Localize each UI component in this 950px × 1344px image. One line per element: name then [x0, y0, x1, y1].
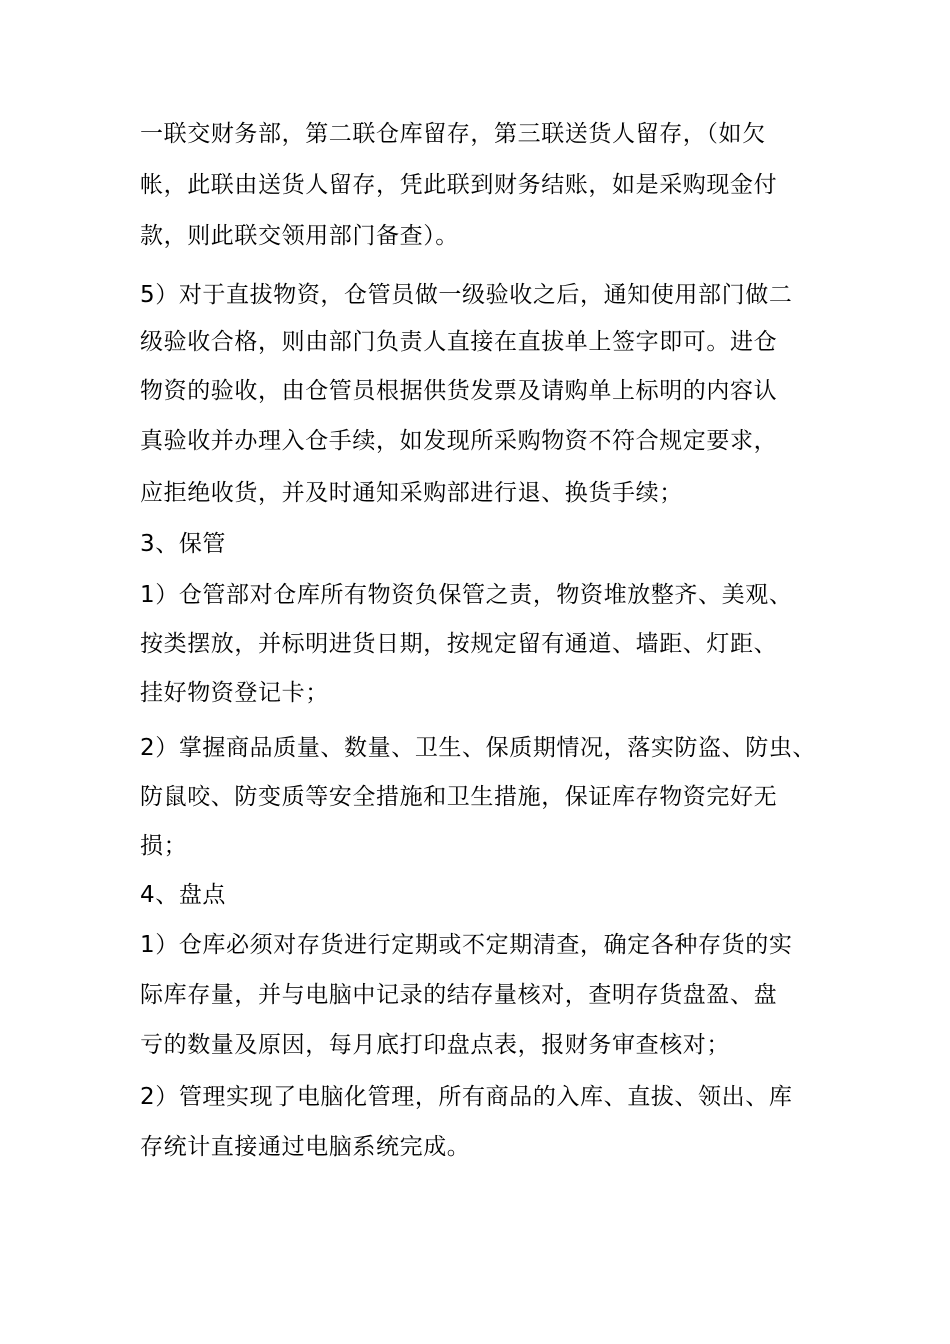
text-line: 5）对于直拔物资，仓管员做一级验收之后，通知使用部门做二: [140, 282, 793, 308]
text-line: 存统计直接通过电脑系统完成。: [140, 1134, 471, 1160]
text-line: 款，则此联交领用部门备查）。: [140, 223, 459, 249]
text-line: 防鼠咬、防变质等安全措施和卫生措施，保证库存物资完好无: [140, 784, 778, 810]
text-line: 挂好物资登记卡；: [140, 680, 329, 706]
text-line: 一联交财务部，第二联仓库留存，第三联送货人留存，（如欠: [140, 121, 766, 147]
text-line: 按类摆放，并标明进货日期，按规定留有通道、墙距、灯距、: [140, 631, 778, 657]
text-line: 级验收合格，则由部门负责人直接在直拔单上签字即可。进仓: [140, 329, 778, 355]
text-line: 2）掌握商品质量、数量、卫生、保质期情况，落实防盗、防虫、: [140, 735, 817, 761]
text-line: 2）管理实现了电脑化管理，所有商品的入库、直拔、领出、库: [140, 1084, 793, 1110]
section-heading: 4、盘点: [140, 882, 227, 908]
text-line: 损；: [140, 833, 188, 859]
text-line: 真验收并办理入仓手续，如发现所采购物资不符合规定要求，: [140, 428, 778, 454]
text-line: 际库存量，并与电脑中记录的结存量核对，查明存货盘盈、盘: [140, 982, 778, 1008]
text-line: 物资的验收，由仓管员根据供货发票及请购单上标明的内容认: [140, 378, 778, 404]
text-line: 1）仓管部对仓库所有物资负保管之责，物资堆放整齐、美观、: [140, 582, 793, 608]
text-line: 帐，此联由送货人留存，凭此联到财务结账，如是采购现金付: [140, 172, 778, 198]
section-heading: 3、保管: [140, 531, 227, 557]
text-line: 1）仓库必须对存货进行定期或不定期清查，确定各种存货的实: [140, 932, 793, 958]
text-line: 亏的数量及原因，每月底打印盘点表，报财务审查核对；: [140, 1032, 730, 1058]
text-line: 应拒绝收货，并及时通知采购部进行退、换货手续；: [140, 480, 683, 506]
